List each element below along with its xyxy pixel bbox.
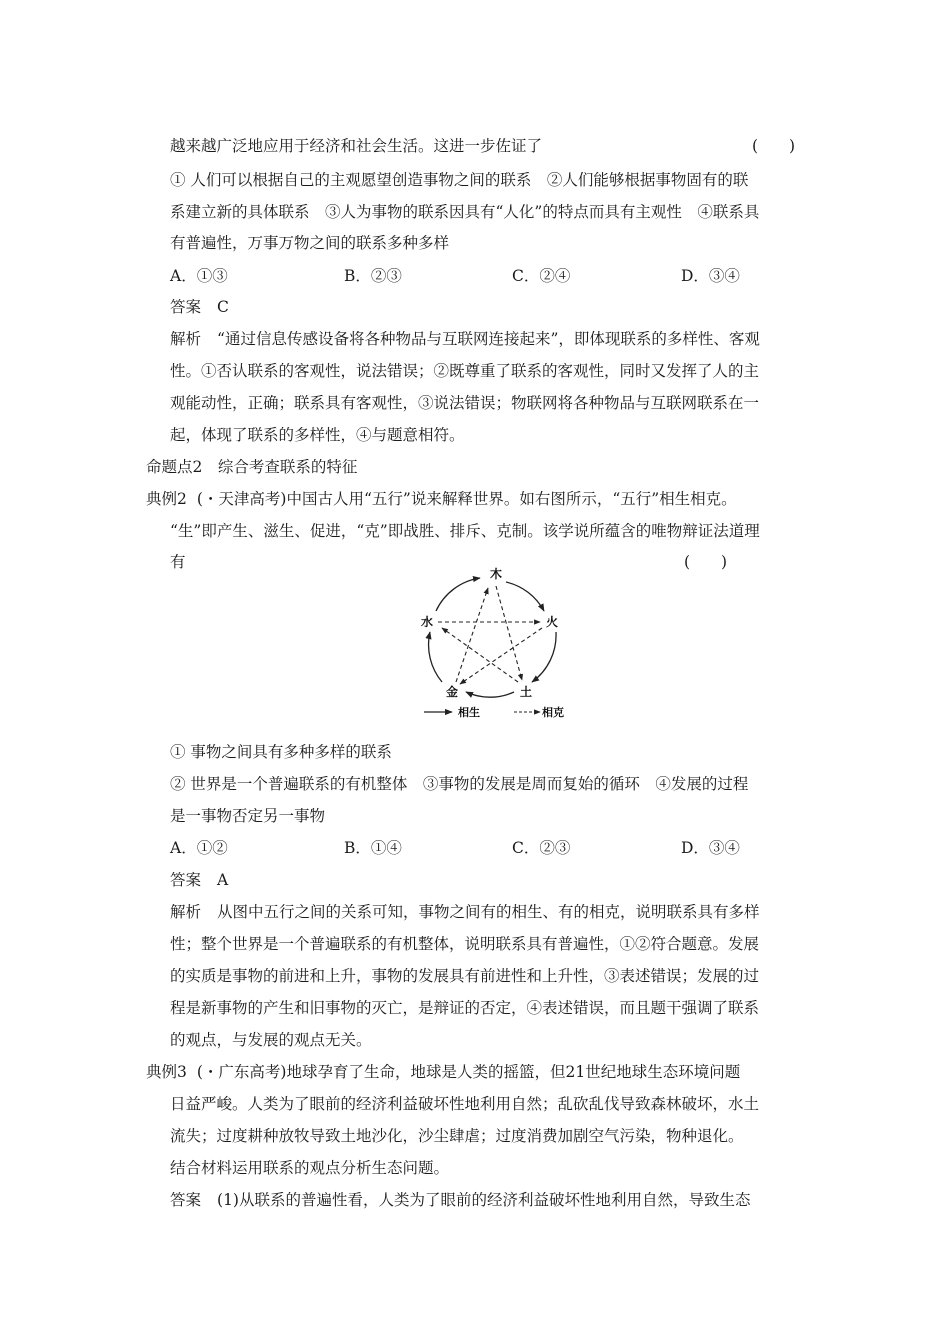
q3-line1-text: (・广东高考)地球孕育了生命，地球是人类的摇篮，但21世纪地球生态环境问题	[196, 1063, 741, 1081]
legend-ke-label: 相克	[542, 706, 564, 719]
q3-line1	[146, 1062, 740, 1082]
wuxing-diagram	[418, 566, 578, 726]
q3-answer-text1: (1)从联系的普遍性看，人类为了眼前的经济利益破坏性地利用自然，导致生态	[217, 1191, 751, 1209]
ke-wood-earth	[496, 586, 522, 680]
q1-option-c: C．②④	[512, 267, 571, 285]
q1-option-b: B．②③	[344, 267, 402, 285]
q1-statements-line3: 有普遍性，万事万物之间的联系多种多样	[170, 234, 450, 252]
q2-analysis-line2: 性；整个世界是一个普遍联系的有机整体，说明联系具有普遍性，①②符合题意。发展	[170, 935, 760, 953]
q3-line4: 结合材料运用联系的观点分析生态问题。	[170, 1159, 450, 1177]
legend	[424, 705, 564, 719]
legend-sheng-label: 相生	[458, 706, 480, 719]
q2-line2: “生”即产生、滋生、促进，“克”即战胜、排斥、克制。该学说所蕴含的唯物辩证法道理	[170, 522, 760, 540]
q2-answer	[170, 870, 228, 890]
q3-label: 典例3	[146, 1063, 187, 1081]
label-earth: 土	[520, 685, 533, 699]
q1-analysis-label: 解析	[170, 330, 202, 348]
q2-statement2-line2: 是一事物否定另一事物	[170, 807, 326, 825]
arc-metal-water	[429, 632, 442, 682]
q1-answer	[170, 297, 229, 317]
q2-option-b: B．①④	[344, 839, 402, 857]
label-wood: 木	[490, 567, 503, 581]
sheng-arcs	[429, 578, 557, 697]
q2-answer-label: 答案	[170, 871, 202, 889]
q1-answer-paren: ( )	[752, 137, 796, 155]
arc-fire-earth	[532, 632, 556, 682]
q3-line2: 日益严峻。人类为了眼前的经济利益破坏性地利用自然；乱砍乱伐导致森林破坏，水土	[170, 1095, 760, 1113]
q3-line3: 流失；过度耕种放牧导致土地沙化，沙尘肆虐；过度消费加剧空气污染，物种退化。	[170, 1127, 744, 1145]
q1-statements-line1: ① 人们可以根据自己的主观愿望创造事物之间的联系 ②人们能够根据事物固有的联	[170, 171, 749, 189]
q2-option-c: C．②③	[512, 839, 571, 857]
q2-analysis-line3: 的实质是事物的前进和上升，事物的发展具有前进性和上升性，③表述错误；发展的过	[170, 967, 760, 985]
q2-line3: 有	[170, 553, 186, 571]
q2-analysis-text1: 从图中五行之间的关系可知，事物之间有的相生、有的相克，说明联系具有多样	[217, 903, 760, 921]
q1-analysis-text1: “通过信息传感设备将各种物品与互联网连接起来”，即体现联系的多样性、客观	[217, 330, 760, 348]
q1-analysis-line3: 观能动性，正确；联系具有客观性，③说法错误；物联网将各种物品与互联网联系在一	[170, 394, 760, 412]
q2-analysis-line4: 程是新事物的产生和旧事物的灭亡，是辩证的否定，④表述错误，而且题干强调了联系	[170, 999, 760, 1017]
ke-earth-water	[442, 628, 518, 682]
q2-option-a: A．①②	[170, 839, 228, 857]
q2-analysis-line1	[170, 902, 760, 922]
q2-line1-text: (・天津高考)中国古人用“五行”说来解释世界。如右图所示，“五行”相生相克。	[196, 490, 737, 508]
section-title: 命题点2 综合考查联系的特征	[146, 458, 358, 476]
label-water: 水	[421, 615, 434, 629]
q2-option-d: D．③④	[681, 839, 740, 857]
q2-statement2-line1: ② 世界是一个普遍联系的有机整体 ③事物的发展是周而复始的循环 ④发展的过程	[170, 775, 749, 793]
q3-answer-label: 答案	[170, 1191, 202, 1209]
q1-answer-value: C	[217, 298, 229, 316]
q1-option-d: D．③④	[681, 267, 740, 285]
q3-answer-line1	[170, 1190, 750, 1210]
q2-analysis-label: 解析	[170, 903, 202, 921]
arc-water-wood	[436, 578, 480, 611]
arc-earth-metal	[466, 692, 514, 697]
q2-line1	[146, 489, 737, 509]
q2-analysis-line5: 的观点，与发展的观点无关。	[170, 1031, 372, 1049]
ke-star	[438, 586, 542, 684]
ke-fire-metal	[460, 628, 542, 684]
q1-option-a: A．①③	[170, 267, 228, 285]
q2-statement1: ① 事物之间具有多种多样的联系	[170, 743, 392, 761]
q2-answer-value: A	[217, 871, 229, 889]
q1-analysis-line4: 起，体现了联系的多样性，④与题意相符。	[170, 426, 465, 444]
q1-answer-label: 答案	[170, 298, 202, 316]
q1-analysis-line2: 性。①否认联系的客观性，说法错误；②既尊重了联系的客观性，同时又发挥了人的主	[170, 362, 760, 380]
q1-statements-line2: 系建立新的具体联系 ③人为事物的联系因具有“人化”的特点而具有主观性 ④联系具	[170, 203, 760, 221]
q2-answer-paren: ( )	[684, 553, 728, 571]
q1-analysis-line1	[170, 329, 760, 349]
arc-wood-fire	[506, 582, 544, 611]
label-fire: 火	[546, 615, 559, 629]
q2-label: 典例2	[146, 490, 187, 508]
label-metal: 金	[446, 685, 459, 699]
q1-stem-end: 越来越广泛地应用于经济和社会生活。这进一步佐证了	[170, 137, 543, 155]
